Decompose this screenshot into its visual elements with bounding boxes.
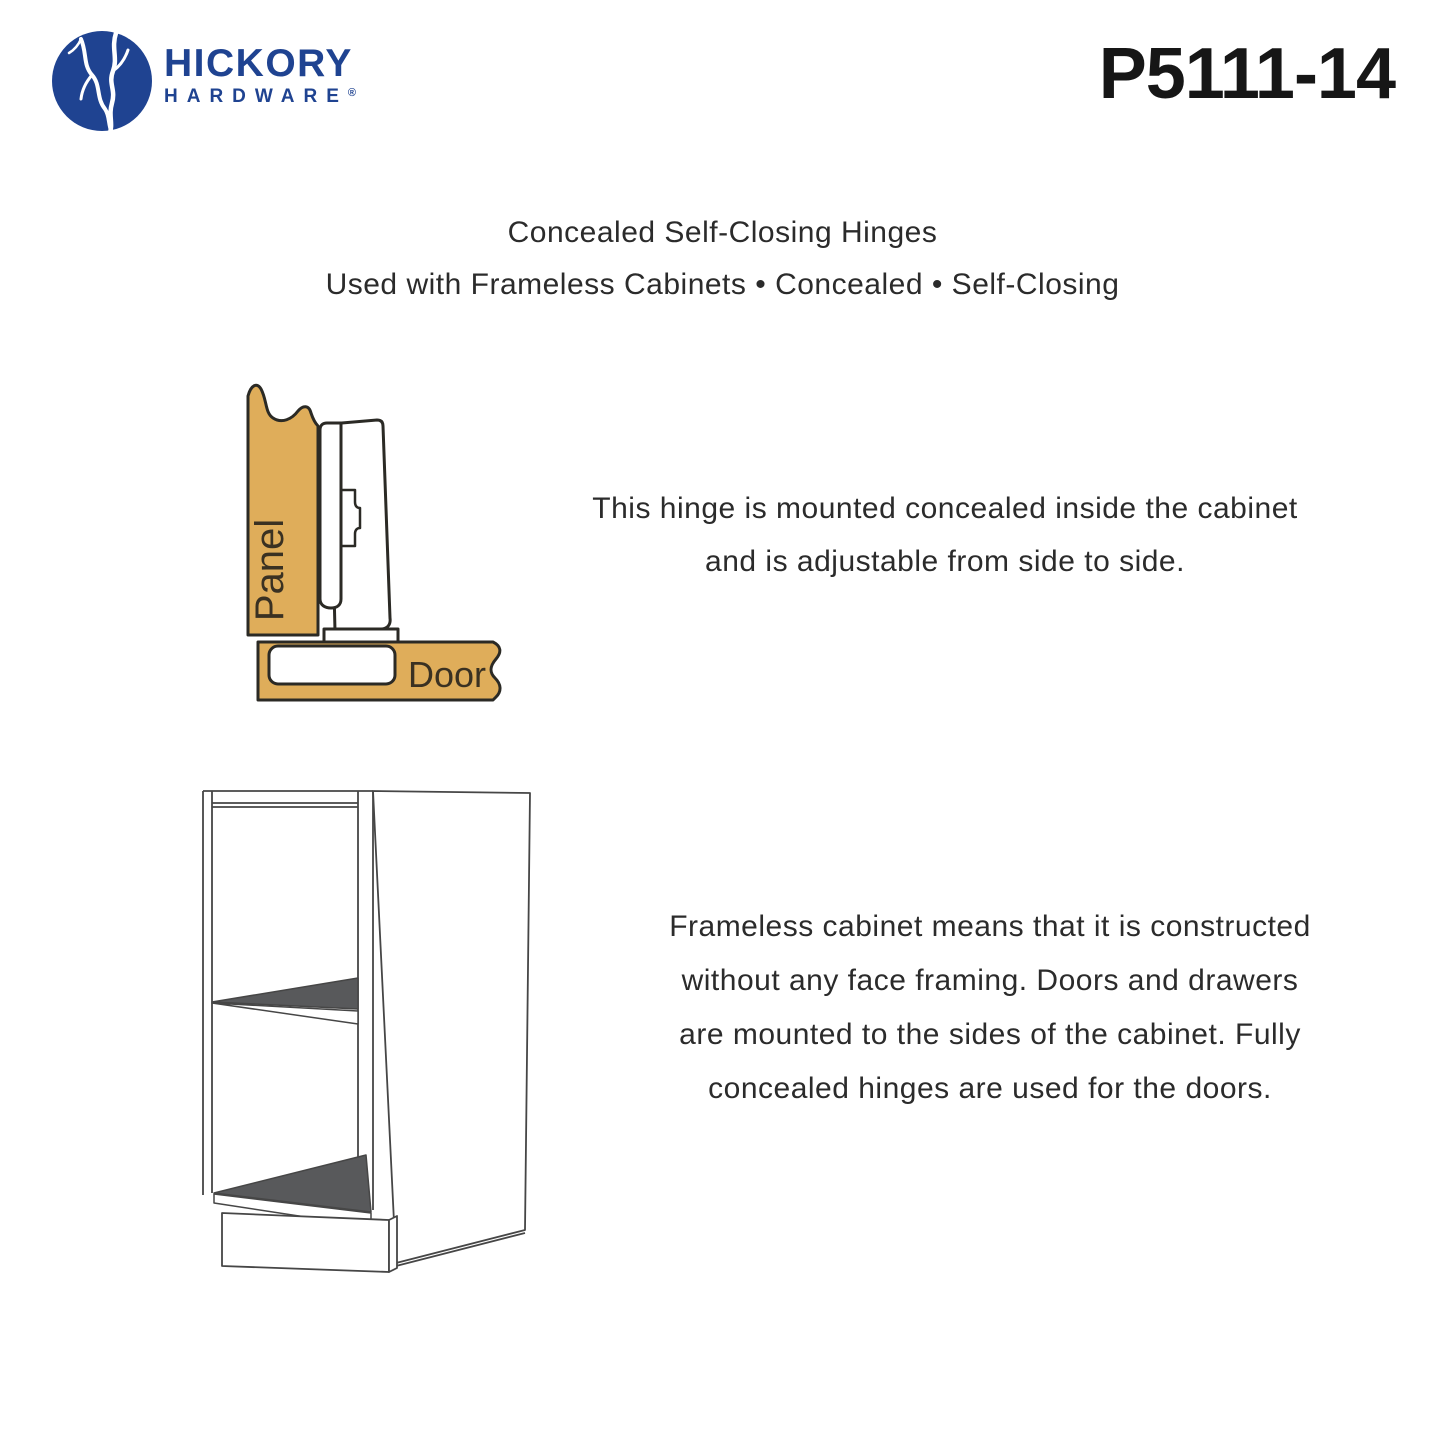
brand-subname: HARDWARE® [164,86,356,107]
cabinet-description-line-4: concealed hinges are used for the doors. [708,1072,1272,1105]
cabinet-description-line-3: are mounted to the sides of the cabinet. Fully [679,1018,1301,1051]
cabinet-description-line-1: Frameless cabinet means that it is constructed [669,910,1311,943]
cabinet-top-stretcher [212,803,358,807]
cabinet-diagram [190,772,540,1292]
cabinet-toe-kick [222,1213,389,1272]
cabinet-right-stile [358,791,373,1210]
hinge-description-line-2: and is adjustable from side to side. [705,545,1185,578]
cabinet-left-stile [203,791,212,1195]
logo-circle [52,31,152,131]
product-code: P5111-14 [1098,34,1395,114]
hinge-mounting-plate [320,423,341,608]
door-label: Door [407,654,487,695]
hinge-base-flange [324,629,398,642]
hinge-diagram [240,380,540,712]
cabinet-side-panel [373,791,530,1263]
hinge-cup [269,646,395,684]
page-title [20,207,1425,311]
hickory-logo-icon [50,26,156,138]
cabinet-toe-kick-return [389,1216,397,1272]
cabinet-description [600,900,1380,1116]
brand-wordmark [164,44,356,106]
registered-mark: ® [347,87,356,99]
brand-name: HICKORY [164,42,353,85]
title-line-2: Used with Frameless Cabinets • Concealed • Self-Closing [325,268,1120,301]
title-line-1: Concealed Self-Closing Hinges [507,216,938,249]
panel-label: Panel [248,518,292,622]
hinge-description-line-1: This hinge is mounted concealed inside the cabinet [592,492,1298,525]
hinge-description [520,482,1370,588]
cabinet-description-line-2: without any face framing. Doors and drawers [681,964,1299,997]
